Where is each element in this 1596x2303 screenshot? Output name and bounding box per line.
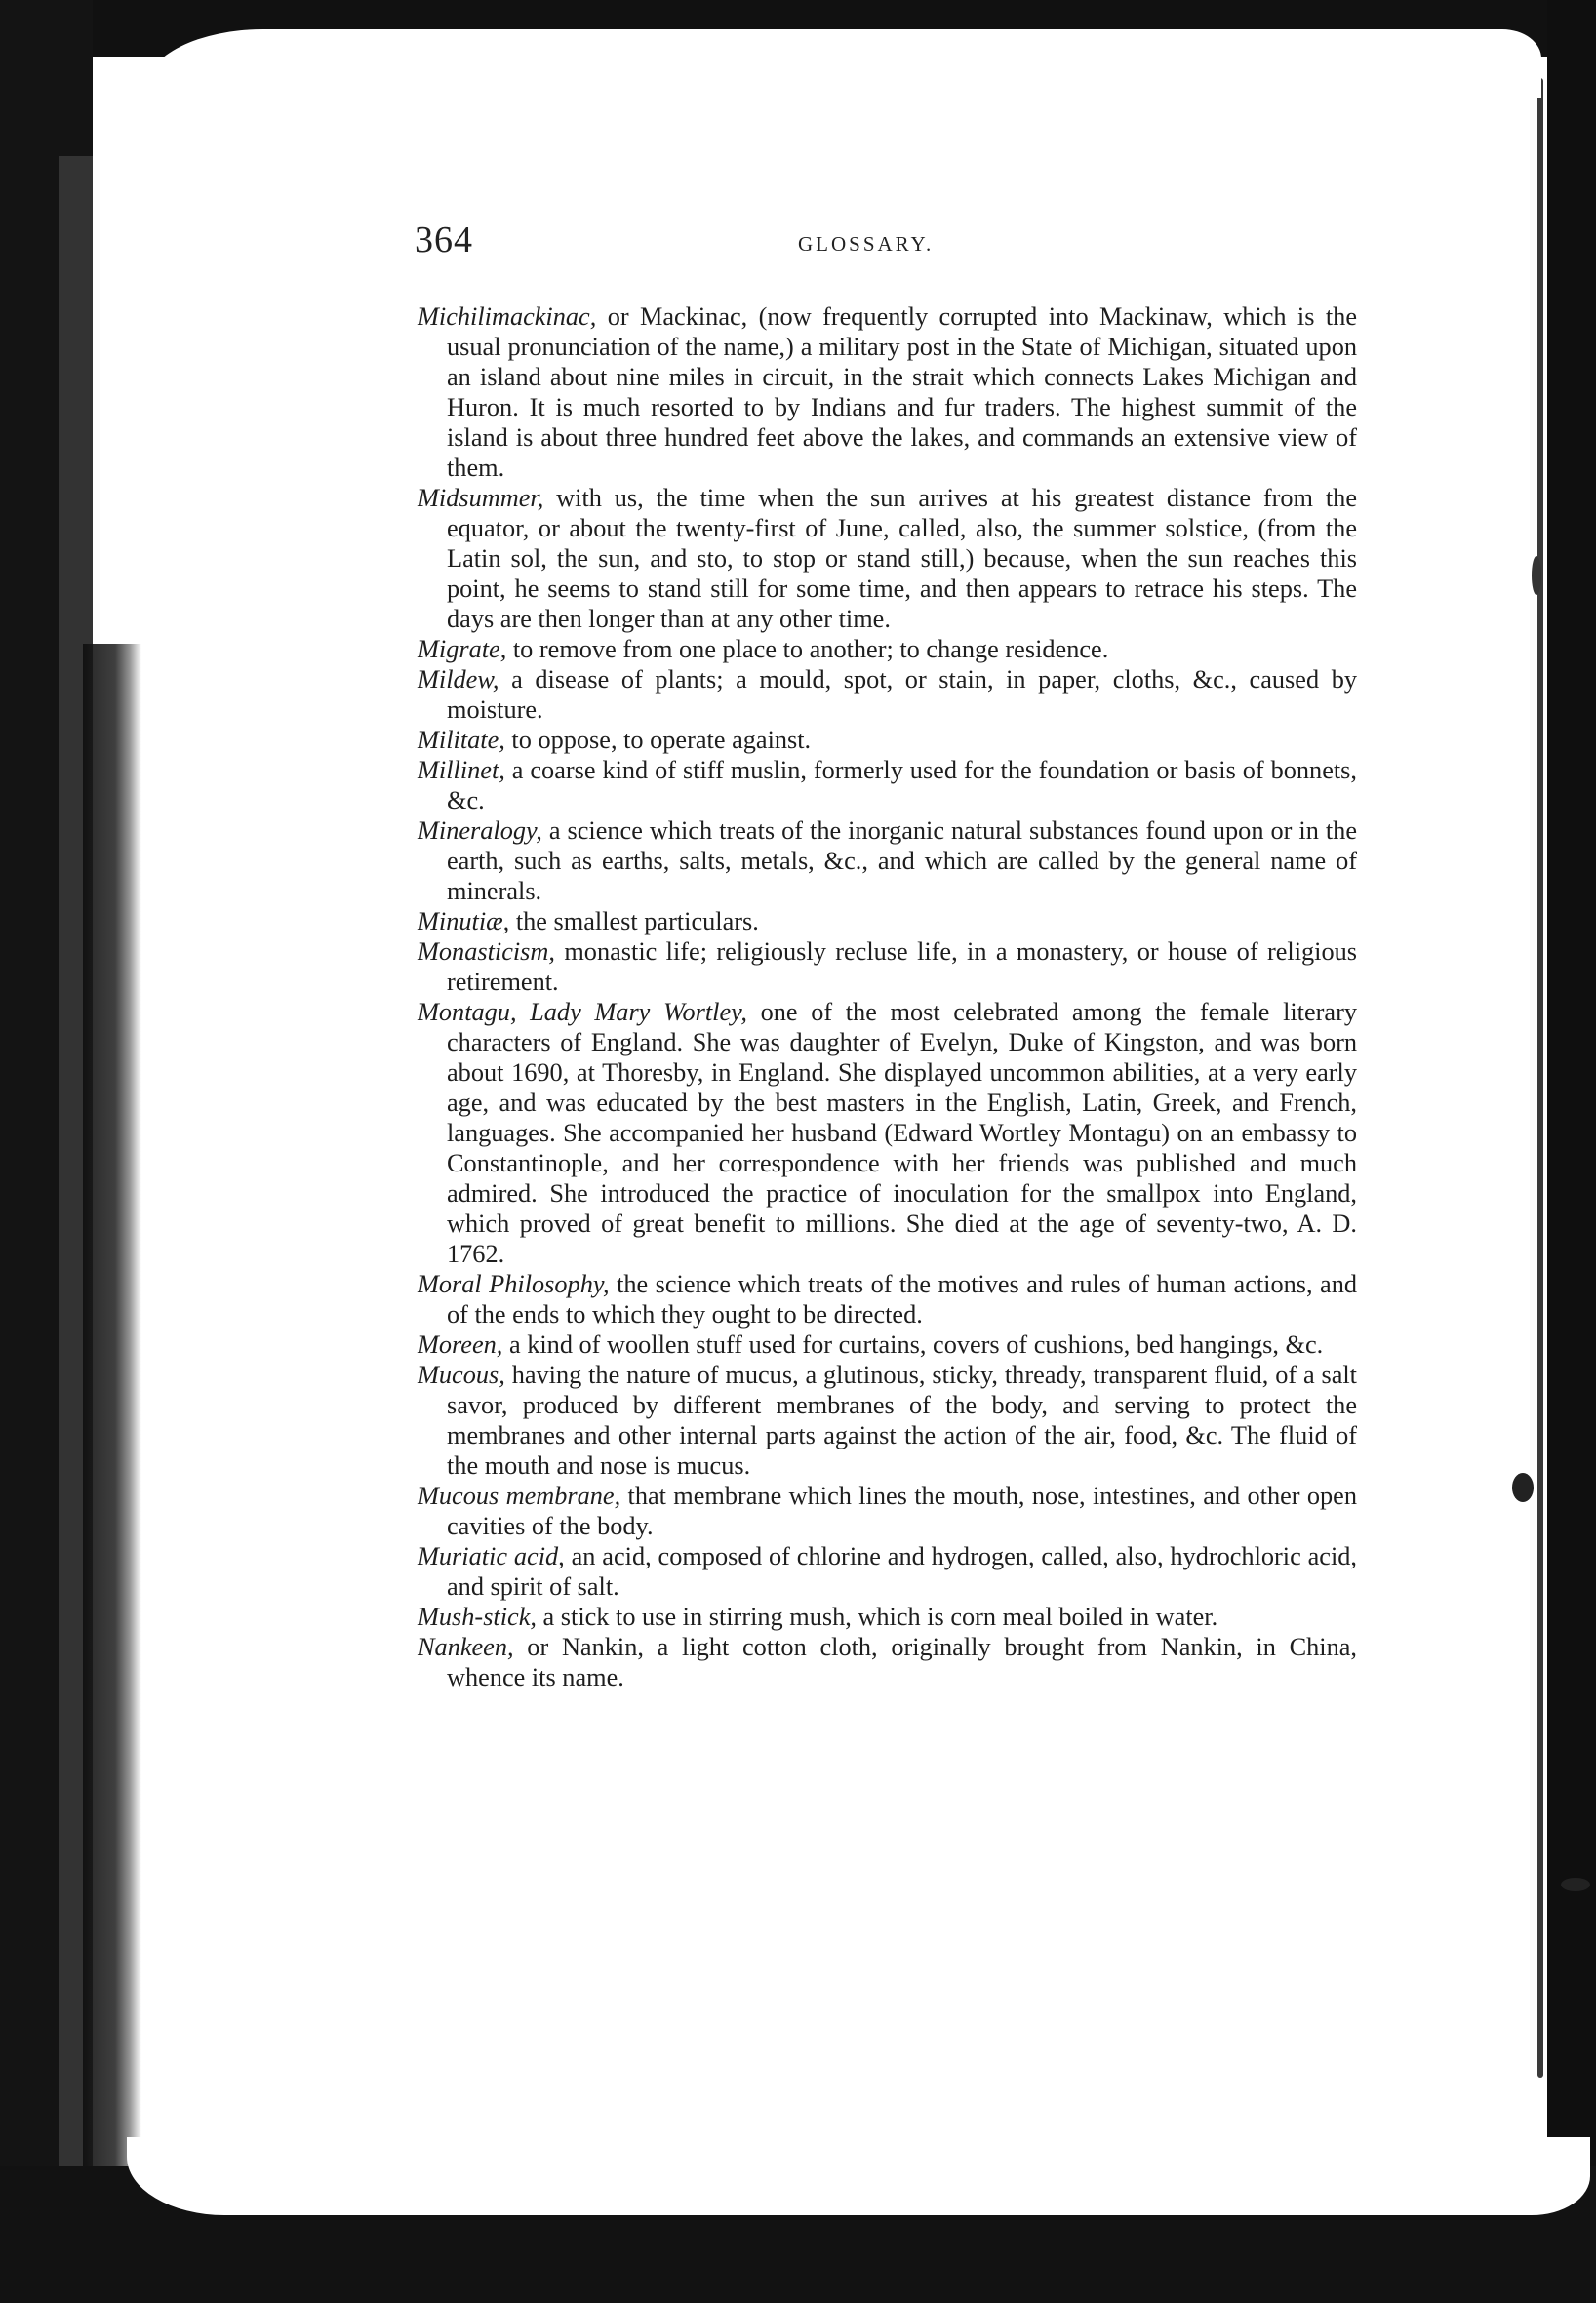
page-edge-line	[1537, 78, 1543, 2078]
glossary-term: Mildew,	[418, 665, 499, 694]
glossary-term: Mucous,	[418, 1361, 505, 1389]
paper-smudge	[1512, 1473, 1534, 1502]
glossary-term: Montagu, Lady Mary Wortley,	[418, 998, 747, 1026]
scan-border-right	[1547, 0, 1596, 2303]
glossary-definition: or Nankin, a light cotton cloth, originally brought from Nankin, in China, whence its name.	[447, 1633, 1357, 1691]
glossary-definition: with us, the time when the sun arrives at his greatest distance from the equator, or about the twenty-first of June, called, also, the summer solstice, (from the Latin sol, the sun, and sto, to stop or stand still,) because, when the sun reaches this point, he seems to stand still for some time, and then appears to retrace his steps. The days are then longer than at any other time.	[447, 484, 1357, 633]
glossary-term: Nankeen,	[418, 1633, 514, 1661]
glossary-definition: a science which treats of the inorganic natural substances found upon or in the earth, such as earths, salts, metals, &c., and which are called by the general name of minerals.	[447, 816, 1357, 905]
glossary-definition: or Mackinac, (now frequently corrupted into Mackinaw, which is the usual pronunciation of the name,) a military post in the State of Michigan, situated upon an island about nine miles in circuit, in the strait which connects Lakes Michigan and Huron. It is much resorted to by Indians and fur traders. The highest summit of the island is about three hundred feet above the lakes, and commands an extensive view of them.	[447, 302, 1357, 482]
glossary-definition: a coarse kind of stiff muslin, formerly used for the foundation or basis of bonnets, &c.	[447, 756, 1357, 814]
glossary-entry	[418, 1360, 1357, 1481]
glossary-term: Michilimackinac,	[418, 302, 597, 331]
glossary-entry	[418, 815, 1357, 906]
glossary-definition: an acid, composed of chlorine and hydrogen, called, also, hydrochloric acid, and spirit of salt.	[447, 1542, 1357, 1601]
page-margin-right	[1526, 59, 1547, 2146]
glossary-entry	[418, 1481, 1357, 1541]
glossary-entry	[418, 634, 1357, 664]
glossary-entry	[418, 1330, 1357, 1360]
glossary-definition: to remove from one place to another; to change residence.	[506, 635, 1109, 663]
glossary-definition: a disease of plants; a mould, spot, or stain, in paper, cloths, &c., caused by moisture.	[447, 665, 1357, 724]
running-head: GLOSSARY.	[798, 232, 935, 256]
glossary-entry	[418, 664, 1357, 725]
page-number: 364	[415, 219, 473, 260]
page-top-edge	[146, 29, 1541, 98]
glossary-definition: monastic life; religiously recluse life, in a monastery, or house of religious retirement.	[447, 937, 1357, 996]
glossary-term: Monasticism,	[418, 937, 555, 966]
glossary-term: Militate,	[418, 726, 505, 754]
glossary-definition: one of the most celebrated among the female literary characters of England. She was daughter of Evelyn, Duke of Kingston, and was born about 1690, at Thoresby, in England. She displayed uncommon abilities, at a very early age, and was educated by the best masters in the English, Latin, Greek, and French, languages. She accompanied her husband (Edward Wortley Montagu) on an embassy to Constantinople, and her correspondence with her friends was published and much admired. She introduced the practice of inoculation for the smallpox into England, which proved of great benefit to millions. She died at the age of seventy-two, A. D. 1762.	[447, 998, 1357, 1268]
glossary-definition: having the nature of mucus, a glutinous, sticky, thready, transparent fluid, of a salt savor, produced by different membranes of the body, and serving to protect the membranes and other internal parts against the action of the air, food, &c. The fluid of the mouth and nose is mucus.	[447, 1361, 1357, 1480]
page-header	[415, 218, 1361, 267]
glossary-entry	[418, 725, 1357, 755]
glossary-definition: a stick to use in stirring mush, which is corn meal boiled in water.	[536, 1603, 1218, 1631]
glossary-term: Millinet,	[418, 756, 505, 784]
glossary-entry	[418, 755, 1357, 815]
glossary-entry	[418, 906, 1357, 936]
glossary-entry	[418, 1541, 1357, 1602]
page-bottom-edge	[127, 2137, 1590, 2215]
glossary-term: Moreen,	[418, 1330, 503, 1359]
glossary-entry	[418, 1632, 1357, 1692]
glossary-definition: a kind of woollen stuff used for curtains, covers of cushions, bed hangings, &c.	[502, 1330, 1324, 1359]
glossary-entry	[418, 997, 1357, 1269]
glossary-entry	[418, 936, 1357, 997]
glossary-term: Mineralogy,	[418, 816, 542, 845]
glossary-term: Mush-stick,	[418, 1603, 537, 1631]
glossary-entry	[418, 1602, 1357, 1632]
glossary-entry	[418, 301, 1357, 483]
glossary-definition: that membrane which lines the mouth, nose, intestines, and other open cavities of the body.	[447, 1482, 1357, 1540]
glossary-term: Moral Philosophy,	[418, 1270, 610, 1298]
glossary-entries	[418, 301, 1357, 1692]
glossary-definition: the smallest particulars.	[509, 907, 759, 935]
glossary-term: Migrate,	[418, 635, 507, 663]
glossary-term: Mucous membrane,	[418, 1482, 621, 1510]
glossary-definition: the science which treats of the motives and rules of human actions, and of the ends to which they ought to be directed.	[447, 1270, 1358, 1329]
glossary-definition: to oppose, to operate against.	[504, 726, 812, 754]
glossary-entry	[418, 1269, 1357, 1330]
paper-smudge	[1532, 556, 1541, 595]
paper-smudge	[1561, 1878, 1590, 1891]
glossary-term: Minutiæ,	[418, 907, 510, 935]
glossary-term: Midsummer,	[418, 484, 544, 512]
glossary-entry	[418, 483, 1357, 634]
page-gutter-shadow	[83, 644, 141, 2253]
glossary-term: Muriatic acid,	[418, 1542, 565, 1570]
